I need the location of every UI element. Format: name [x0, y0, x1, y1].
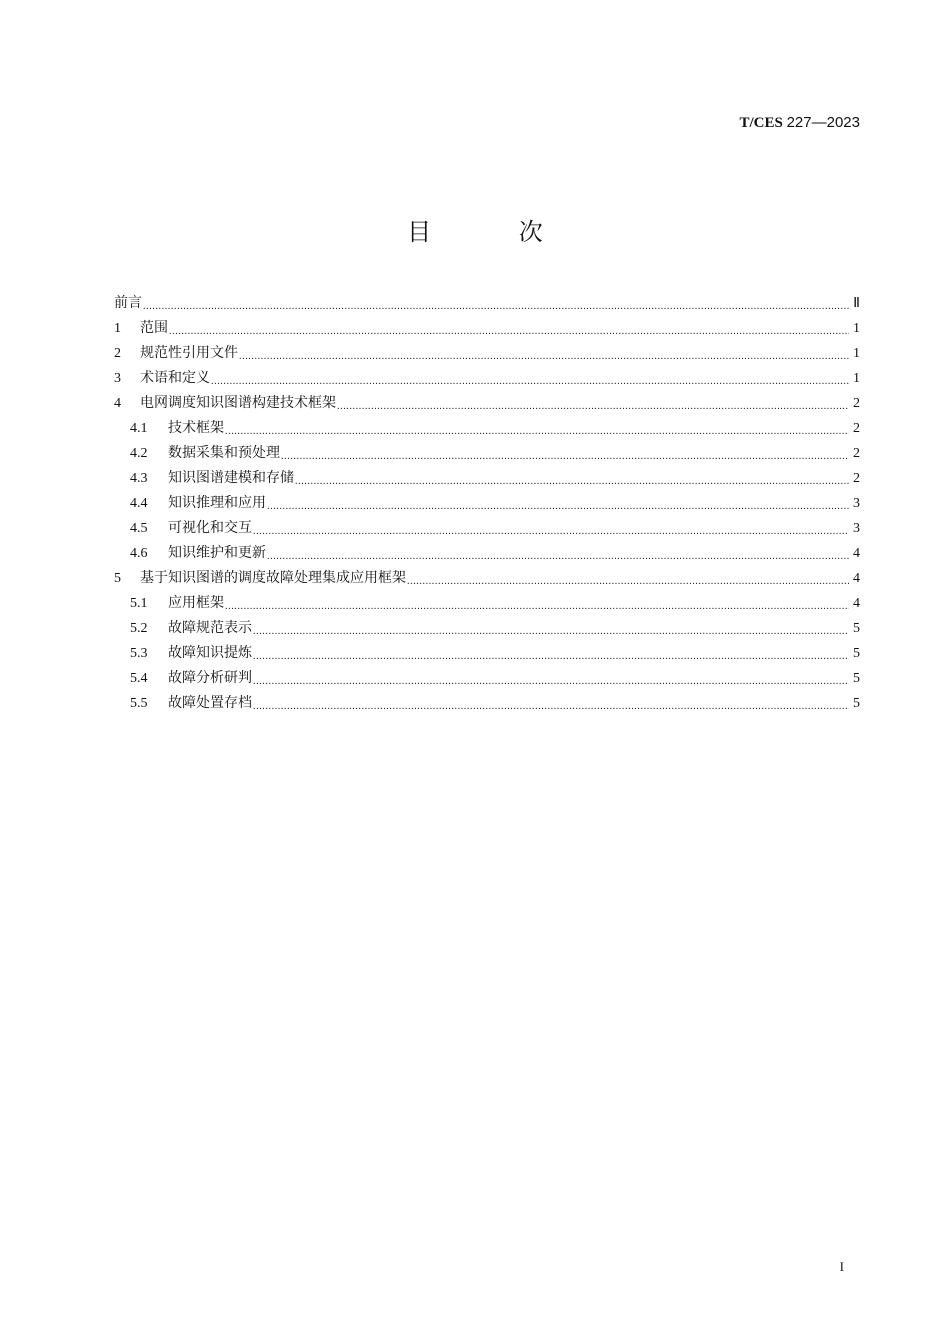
toc-entry[interactable]	[114, 566, 860, 591]
toc-entry[interactable]	[114, 691, 860, 716]
toc-entry-page: 4	[853, 596, 860, 611]
toc-entry[interactable]	[114, 666, 860, 691]
toc-entry-page: 1	[853, 321, 860, 336]
toc-entry[interactable]	[114, 416, 860, 441]
toc-entry[interactable]	[114, 491, 860, 516]
toc-entry[interactable]	[114, 516, 860, 541]
toc-entry[interactable]	[114, 641, 860, 666]
toc-dot-leader	[253, 616, 849, 641]
toc-entry-page: 3	[853, 521, 860, 536]
toc-entry-page: 3	[853, 496, 860, 511]
toc-entry[interactable]	[114, 391, 860, 416]
page-title: 目 次	[407, 218, 583, 246]
toc-entry-number: 4.5	[130, 521, 148, 536]
toc-dot-leader	[225, 591, 849, 616]
toc-entry-page: 1	[853, 346, 860, 361]
toc-entry-label: 范围	[140, 320, 168, 336]
toc-dot-leader	[295, 466, 849, 491]
toc-entry[interactable]	[114, 541, 860, 566]
toc-entry-label: 术语和定义	[140, 370, 210, 386]
toc-entry-number: 1	[114, 321, 121, 336]
toc-entry[interactable]	[114, 591, 860, 616]
toc-dot-leader	[281, 441, 849, 466]
toc-dot-leader	[239, 341, 849, 366]
toc-dot-leader	[253, 516, 849, 541]
toc-entry-label: 前言	[114, 295, 142, 311]
toc-entry[interactable]	[114, 616, 860, 641]
toc-entry[interactable]	[114, 466, 860, 491]
toc-entry-label: 知识推理和应用	[168, 495, 266, 511]
standard-id	[739, 114, 860, 132]
table-of-contents	[114, 291, 860, 716]
toc-entry-label: 数据采集和预处理	[168, 445, 280, 461]
toc-dot-leader	[407, 566, 849, 591]
toc-entry-page: 4	[853, 571, 860, 586]
toc-entry-page: 1	[853, 371, 860, 386]
toc-entry-page: 2	[853, 446, 860, 461]
toc-entry-page: 5	[853, 696, 860, 711]
toc-entry-page: 4	[853, 546, 860, 561]
toc-dot-leader	[143, 291, 849, 316]
toc-entry-number: 5	[114, 571, 121, 586]
toc-entry-number: 5.4	[130, 671, 148, 686]
toc-entry-label: 故障知识提炼	[168, 645, 252, 661]
toc-entry-number: 5.3	[130, 646, 148, 661]
toc-entry-number: 4	[114, 396, 121, 411]
toc-dot-leader	[267, 541, 849, 566]
toc-entry-label: 可视化和交互	[168, 520, 252, 536]
toc-entry-label: 电网调度知识图谱构建技术框架	[140, 395, 336, 411]
toc-dot-leader	[253, 641, 849, 666]
toc-entry-label: 故障处置存档	[168, 695, 252, 711]
toc-entry-page: 5	[853, 621, 860, 636]
toc-entry-label: 知识图谱建模和存储	[168, 470, 294, 486]
toc-entry-page: 2	[853, 421, 860, 436]
toc-entry-number: 2	[114, 346, 121, 361]
toc-entry-number: 4.4	[130, 496, 148, 511]
toc-entry-page: Ⅱ	[853, 296, 860, 311]
toc-entry[interactable]	[114, 441, 860, 466]
standard-number: 227—2023	[786, 114, 860, 131]
toc-entry-label: 基于知识图谱的调度故障处理集成应用框架	[140, 570, 406, 586]
toc-dot-leader	[169, 316, 849, 341]
toc-dot-leader	[267, 491, 849, 516]
toc-entry[interactable]	[114, 366, 860, 391]
toc-dot-leader	[211, 366, 849, 391]
toc-entry-label: 知识维护和更新	[168, 545, 266, 561]
toc-entry-page: 5	[853, 671, 860, 686]
toc-entry-page: 2	[853, 471, 860, 486]
toc-entry[interactable]	[114, 316, 860, 341]
toc-entry-page: 2	[853, 396, 860, 411]
toc-entry-number: 4.2	[130, 446, 148, 461]
toc-entry[interactable]	[114, 291, 860, 316]
toc-entry-label: 故障分析研判	[168, 670, 252, 686]
toc-dot-leader	[253, 666, 849, 691]
toc-dot-leader	[253, 691, 849, 716]
toc-dot-leader	[337, 391, 849, 416]
toc-entry-page: 5	[853, 646, 860, 661]
footer-page-number: I	[839, 1259, 844, 1274]
standard-prefix: T/CES	[739, 115, 783, 131]
toc-dot-leader	[225, 416, 849, 441]
toc-entry-number: 5.1	[130, 596, 148, 611]
toc-entry-number: 5.2	[130, 621, 148, 636]
toc-entry-number: 5.5	[130, 696, 148, 711]
toc-entry[interactable]	[114, 341, 860, 366]
toc-entry-number: 4.3	[130, 471, 148, 486]
toc-entry-label: 故障规范表示	[168, 620, 252, 636]
toc-entry-label: 应用框架	[168, 595, 224, 611]
toc-entry-number: 4.6	[130, 546, 148, 561]
toc-entry-number: 3	[114, 371, 121, 386]
toc-entry-number: 4.1	[130, 421, 148, 436]
toc-entry-label: 规范性引用文件	[140, 345, 238, 361]
toc-entry-label: 技术框架	[168, 420, 224, 436]
